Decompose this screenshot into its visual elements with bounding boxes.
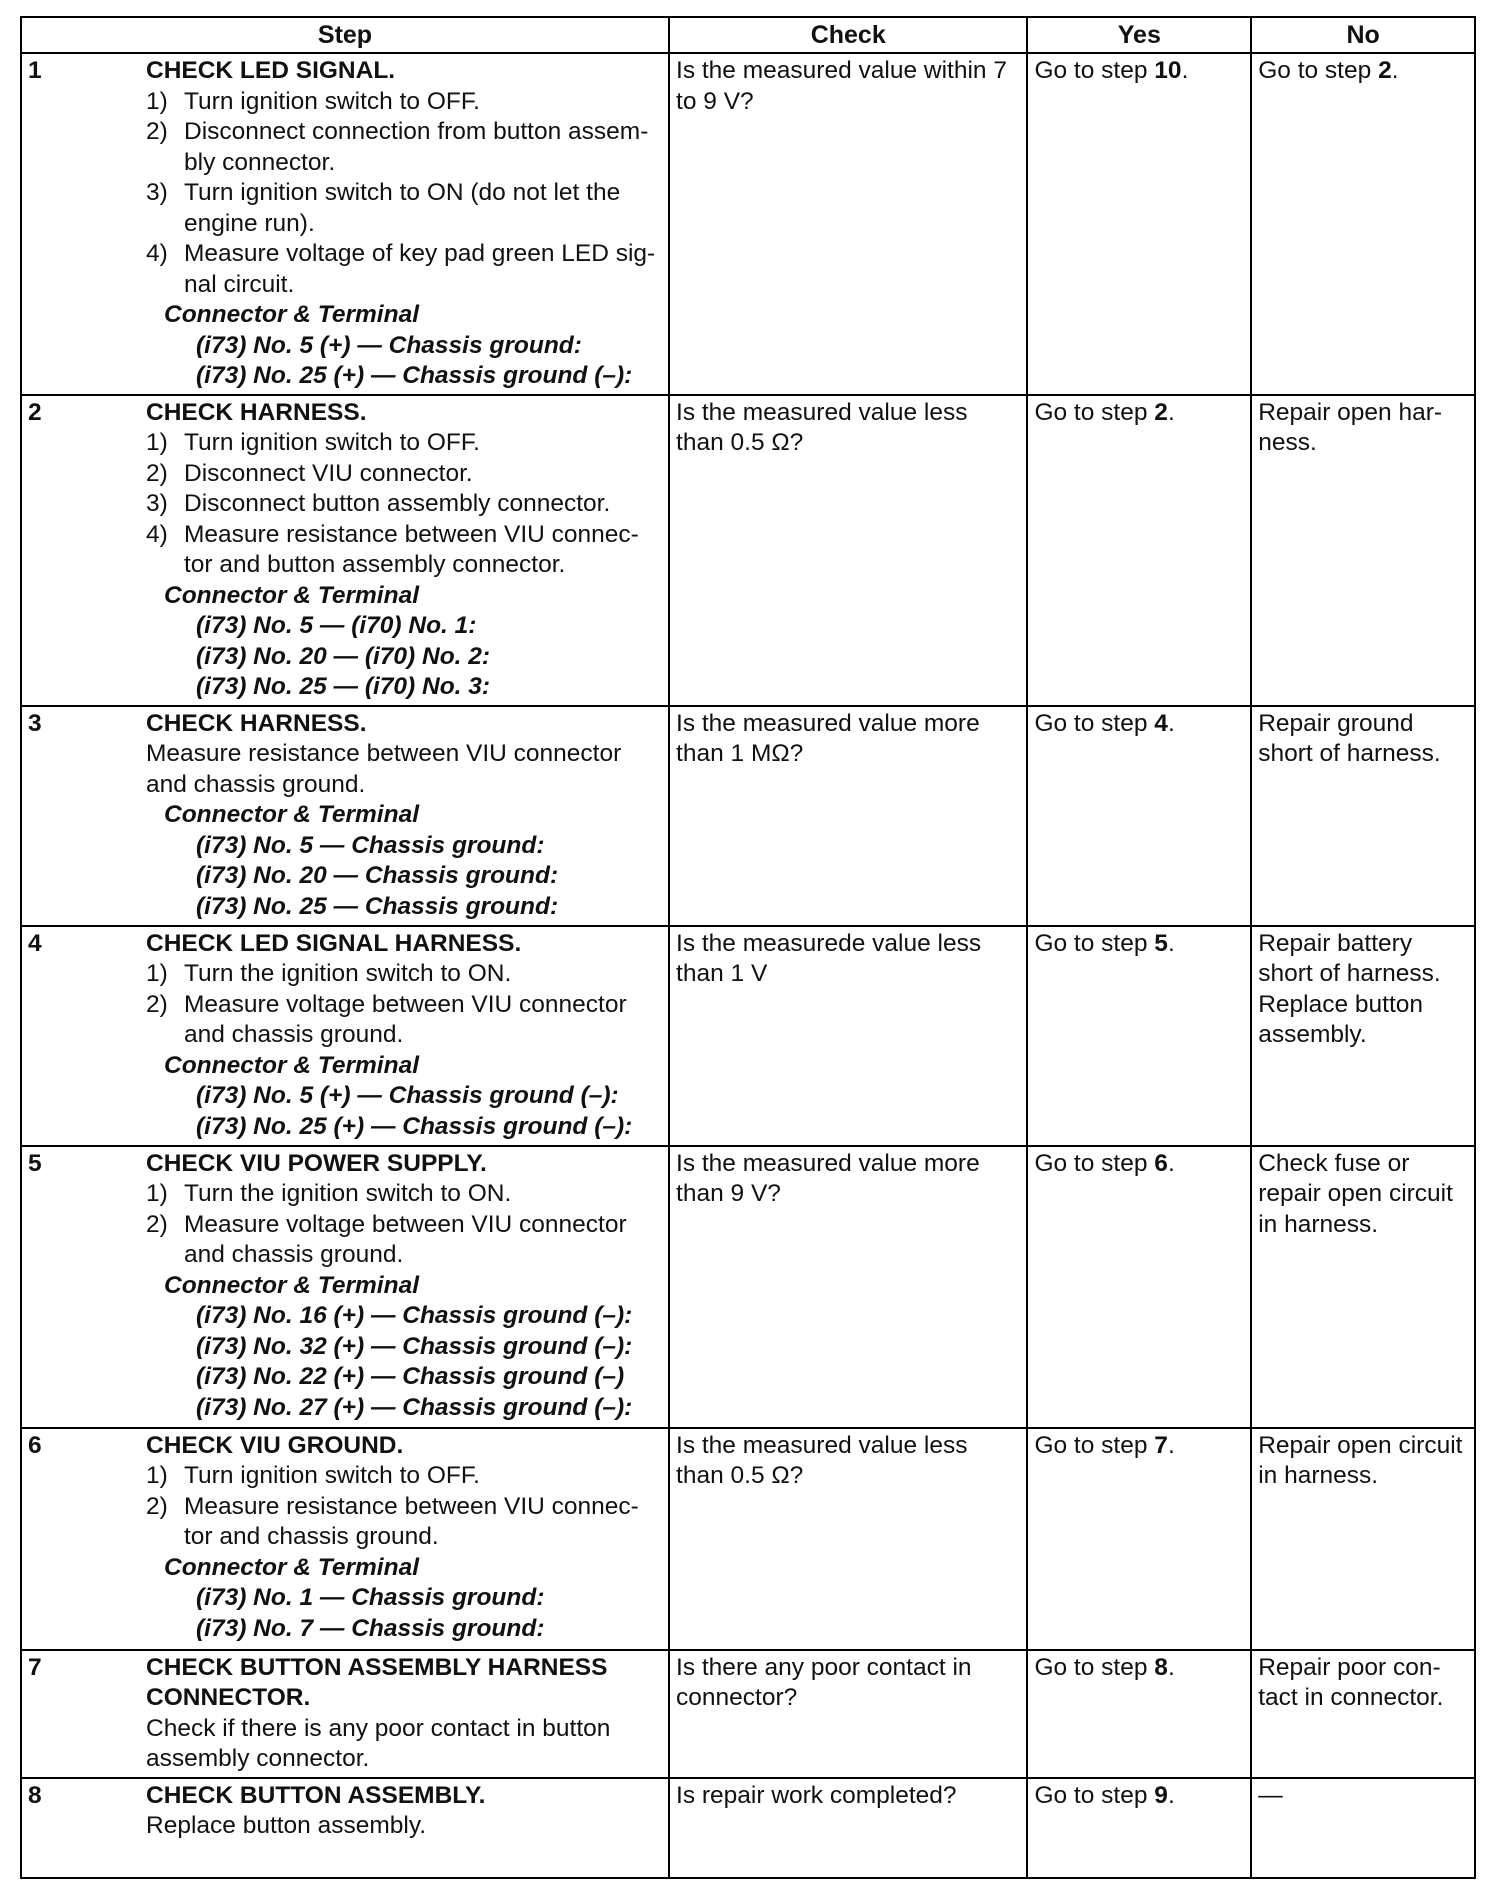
step-body xyxy=(146,56,662,392)
step-body xyxy=(146,1149,662,1424)
result-step-number: 2 xyxy=(1378,57,1392,84)
instruction-number: 1) xyxy=(146,1462,168,1489)
instruction-text: Turn the ignition switch to ON. xyxy=(184,1180,512,1207)
result-suffix: . xyxy=(1181,57,1189,84)
step-number: 6 xyxy=(28,1431,42,1459)
step-instruction xyxy=(146,959,658,990)
step-cell xyxy=(21,1778,669,1878)
header-yes: Yes xyxy=(1027,17,1251,53)
connector-terminal-line: (i73) No. 25 — Chassis ground: xyxy=(196,892,559,920)
instruction-text: Disconnect connection from button assem-bly connector. xyxy=(184,118,649,176)
step-cell xyxy=(21,1146,669,1428)
diagnostic-table xyxy=(20,16,1476,1879)
instruction-number: 2) xyxy=(146,118,168,145)
instruction-text: Turn the ignition switch to ON. xyxy=(184,960,512,987)
result-text: Go to step xyxy=(1034,1653,1155,1681)
step-items xyxy=(146,959,658,1051)
step-instruction xyxy=(146,117,658,178)
connector-terminal-line: (i73) No. 32 (+) — Chassis ground (–): xyxy=(196,1332,633,1360)
connector-terminal-line: (i73) No. 27 (+) — Chassis ground (–): xyxy=(196,1393,633,1421)
result-suffix: . xyxy=(1391,57,1399,84)
step-title: CHECK HARNESS. xyxy=(146,709,367,737)
instruction-text: Disconnect VIU connector. xyxy=(184,459,473,487)
step-instruction xyxy=(146,489,658,520)
connector-terminal-lines xyxy=(146,1301,658,1423)
instruction-text: Measure voltage of key pad green LED sig-nal circuit. xyxy=(184,240,656,298)
instruction-text: Turn ignition switch to OFF. xyxy=(184,429,480,456)
no-cell xyxy=(1251,53,1475,395)
connector-terminal-heading: Connector & Terminal xyxy=(164,301,420,328)
instruction-number: 1) xyxy=(146,429,168,456)
no-cell xyxy=(1251,1778,1475,1878)
step-instruction xyxy=(146,520,658,581)
table-row xyxy=(21,706,1475,926)
step-title: CHECK VIU POWER SUPPLY. xyxy=(146,1149,487,1177)
result-text: Go to step xyxy=(1034,1431,1155,1459)
instruction-text: Measure voltage between VIU connector and chassis ground. xyxy=(184,1210,627,1268)
result-step-number: 10 xyxy=(1154,57,1182,84)
instruction-number: 2) xyxy=(146,990,168,1018)
connector-terminal-line: (i73) No. 16 (+) — Chassis ground (–): xyxy=(196,1302,633,1329)
connector-terminal-line: (i73) No. 25 (+) — Chassis ground (–): xyxy=(196,362,633,389)
connector-terminal-heading: Connector & Terminal xyxy=(164,801,420,828)
instruction-number: 2) xyxy=(146,459,168,487)
yes-cell xyxy=(1027,395,1251,706)
no-cell xyxy=(1251,395,1475,706)
step-description: Check if there is any poor contact in button assembly connector. xyxy=(146,1714,611,1772)
step-cell xyxy=(21,926,669,1146)
step-instruction xyxy=(146,1210,658,1271)
result-step-number: 8 xyxy=(1154,1653,1168,1681)
step-cell xyxy=(21,1428,669,1650)
step-body xyxy=(146,1781,662,1842)
result-step-number: 7 xyxy=(1154,1431,1168,1459)
step-instruction xyxy=(146,1492,658,1553)
yes-cell xyxy=(1027,706,1251,926)
no-cell xyxy=(1251,926,1475,1146)
header-row xyxy=(21,17,1475,53)
connector-terminal-line: (i73) No. 25 (+) — Chassis ground (–): xyxy=(196,1112,633,1140)
connector-terminal-lines xyxy=(146,331,658,392)
result-step-number: 9 xyxy=(1154,1781,1168,1809)
instruction-number: 3) xyxy=(146,490,168,517)
step-description: Replace button assembly. xyxy=(146,1812,427,1839)
yes-cell xyxy=(1027,53,1251,395)
connector-terminal-line: (i73) No. 22 (+) — Chassis ground (–) xyxy=(196,1363,625,1390)
connector-terminal-heading: Connector & Terminal xyxy=(164,581,420,609)
instruction-text: Measure resistance between VIU connec-tor and button assembly connector. xyxy=(184,520,639,578)
step-title: CHECK LED SIGNAL. xyxy=(146,57,396,84)
connector-terminal-heading: Connector & Terminal xyxy=(164,1051,420,1079)
step-items xyxy=(146,87,658,301)
no-cell xyxy=(1251,706,1475,926)
connector-terminal-line: (i73) No. 20 — (i70) No. 2: xyxy=(196,642,491,670)
result-suffix: . xyxy=(1167,929,1175,957)
check-cell: Is the measured value more than 9 V? xyxy=(669,1146,1027,1428)
check-cell: Is the measured value less than 0.5 Ω? xyxy=(669,1428,1027,1650)
step-instruction xyxy=(146,239,658,300)
connector-terminal-line: (i73) No. 25 — (i70) No. 3: xyxy=(196,673,491,700)
check-cell: Is the measured value less than 0.5 Ω? xyxy=(669,395,1027,706)
connector-terminal-line: (i73) No. 5 — (i70) No. 1: xyxy=(196,612,477,639)
table-row xyxy=(21,1146,1475,1428)
step-number: 2 xyxy=(28,398,42,426)
step-items xyxy=(146,428,658,581)
instruction-number: 3) xyxy=(146,179,168,206)
yes-cell xyxy=(1027,926,1251,1146)
instruction-number: 1) xyxy=(146,960,168,987)
check-cell: Is the measured value more than 1 MΩ? xyxy=(669,706,1027,926)
step-cell xyxy=(21,395,669,706)
connector-terminal-line: (i73) No. 5 — Chassis ground: xyxy=(196,831,545,859)
table-row xyxy=(21,1428,1475,1650)
connector-terminal-line: (i73) No. 20 — Chassis ground: xyxy=(196,862,559,889)
yes-cell xyxy=(1027,1650,1251,1778)
step-instruction xyxy=(146,459,658,490)
connector-terminal-line: (i73) No. 5 (+) — Chassis ground: xyxy=(196,331,582,359)
step-instruction xyxy=(146,178,658,239)
result-suffix: . xyxy=(1167,1431,1175,1459)
result-text: Go to step xyxy=(1034,709,1155,737)
result-text: Go to step xyxy=(1034,1781,1155,1809)
step-instruction xyxy=(146,87,658,118)
instruction-number: 1) xyxy=(146,1180,168,1207)
connector-terminal-line: (i73) No. 1 — Chassis ground: xyxy=(196,1584,545,1611)
step-number: 5 xyxy=(28,1149,42,1177)
yes-cell xyxy=(1027,1428,1251,1650)
header-check: Check xyxy=(669,17,1027,53)
result-text: Repair open har-ness. xyxy=(1258,398,1443,456)
instruction-text: Measure voltage between VIU connector and chassis ground. xyxy=(184,990,627,1048)
instruction-text: Turn ignition switch to OFF. xyxy=(184,1462,480,1489)
result-suffix: . xyxy=(1167,1781,1175,1809)
step-title: CHECK VIU GROUND. xyxy=(146,1431,404,1459)
step-number: 4 xyxy=(28,929,42,957)
result-text: Go to step xyxy=(1034,398,1155,426)
result-text: — xyxy=(1258,1781,1283,1809)
check-cell: Is there any poor contact in connector? xyxy=(669,1650,1027,1778)
instruction-number: 2) xyxy=(146,1210,168,1238)
connector-terminal-lines xyxy=(146,1081,658,1142)
yes-cell xyxy=(1027,1778,1251,1878)
result-step-number: 2 xyxy=(1154,398,1168,426)
yes-cell xyxy=(1027,1146,1251,1428)
result-text: Go to step xyxy=(1034,57,1155,84)
check-cell: Is repair work completed? xyxy=(669,1778,1027,1878)
connector-terminal-line: (i73) No. 7 — Chassis ground: xyxy=(196,1614,545,1642)
instruction-text: Disconnect button assembly connector. xyxy=(184,490,611,517)
result-suffix: . xyxy=(1167,398,1175,426)
result-text: Repair poor con-tact in connector. xyxy=(1258,1653,1444,1711)
step-number: 7 xyxy=(28,1653,42,1681)
connector-terminal-heading: Connector & Terminal xyxy=(164,1553,420,1581)
connector-terminal-lines xyxy=(146,831,658,923)
step-items xyxy=(146,1461,658,1553)
no-cell xyxy=(1251,1428,1475,1650)
check-cell: Is the measurede value less than 1 V xyxy=(669,926,1027,1146)
instruction-text: Turn ignition switch to ON (do not let the engine run). xyxy=(184,179,621,237)
step-body xyxy=(146,929,662,1143)
step-instruction xyxy=(146,990,658,1051)
step-cell xyxy=(21,53,669,395)
connector-terminal-heading: Connector & Terminal xyxy=(164,1271,420,1299)
step-cell xyxy=(21,706,669,926)
result-suffix: . xyxy=(1167,709,1175,737)
instruction-number: 1) xyxy=(146,87,168,115)
connector-terminal-lines xyxy=(146,611,658,703)
step-instruction xyxy=(146,1179,658,1210)
instruction-text: Turn ignition switch to OFF. xyxy=(184,87,480,115)
header-no: No xyxy=(1251,17,1475,53)
table-row xyxy=(21,926,1475,1146)
instruction-number: 4) xyxy=(146,520,168,548)
result-text: Repair battery short of harness. Replace button assembly. xyxy=(1258,929,1441,1048)
step-body xyxy=(146,1431,662,1645)
step-number: 1 xyxy=(28,57,42,84)
table-row xyxy=(21,395,1475,706)
step-body xyxy=(146,1653,662,1775)
result-suffix: . xyxy=(1167,1653,1175,1681)
step-title: CHECK HARNESS. xyxy=(146,398,367,426)
step-instruction xyxy=(146,1461,658,1492)
no-cell xyxy=(1251,1146,1475,1428)
table-row xyxy=(21,1650,1475,1778)
step-number: 8 xyxy=(28,1781,42,1809)
step-number: 3 xyxy=(28,709,42,737)
no-cell xyxy=(1251,1650,1475,1778)
instruction-number: 4) xyxy=(146,240,168,267)
table-row xyxy=(21,53,1475,395)
header-step: Step xyxy=(21,17,669,53)
instruction-number: 2) xyxy=(146,1492,168,1520)
result-text: Check fuse or repair open circuit in harness. xyxy=(1258,1149,1453,1238)
instruction-text: Measure resistance between VIU connec-tor and chassis ground. xyxy=(184,1492,639,1550)
step-body xyxy=(146,398,662,703)
step-cell xyxy=(21,1650,669,1778)
step-body xyxy=(146,709,662,923)
step-title: CHECK LED SIGNAL HARNESS. xyxy=(146,929,522,957)
result-text: Repair open circuit in harness. xyxy=(1258,1431,1463,1489)
result-step-number: 4 xyxy=(1154,709,1168,737)
step-title: CHECK BUTTON ASSEMBLY. xyxy=(146,1781,486,1809)
result-text: Go to step xyxy=(1034,1149,1155,1177)
result-text: Repair ground short of harness. xyxy=(1258,709,1441,767)
check-cell: Is the measured value within 7 to 9 V? xyxy=(669,53,1027,395)
result-step-number: 6 xyxy=(1154,1149,1168,1177)
table-row xyxy=(21,1778,1475,1878)
connector-terminal-lines xyxy=(146,1583,658,1644)
step-description: Measure resistance between VIU connector and chassis ground. xyxy=(146,740,622,798)
step-items xyxy=(146,1179,658,1271)
step-title: CHECK BUTTON ASSEMBLY HARNESS CONNECTOR. xyxy=(146,1653,608,1711)
result-step-number: 5 xyxy=(1154,929,1168,957)
step-instruction xyxy=(146,428,658,459)
connector-terminal-line: (i73) No. 5 (+) — Chassis ground (–): xyxy=(196,1082,619,1109)
result-text: Go to step xyxy=(1034,929,1155,957)
result-text: Go to step xyxy=(1258,57,1379,84)
result-suffix: . xyxy=(1167,1149,1175,1177)
